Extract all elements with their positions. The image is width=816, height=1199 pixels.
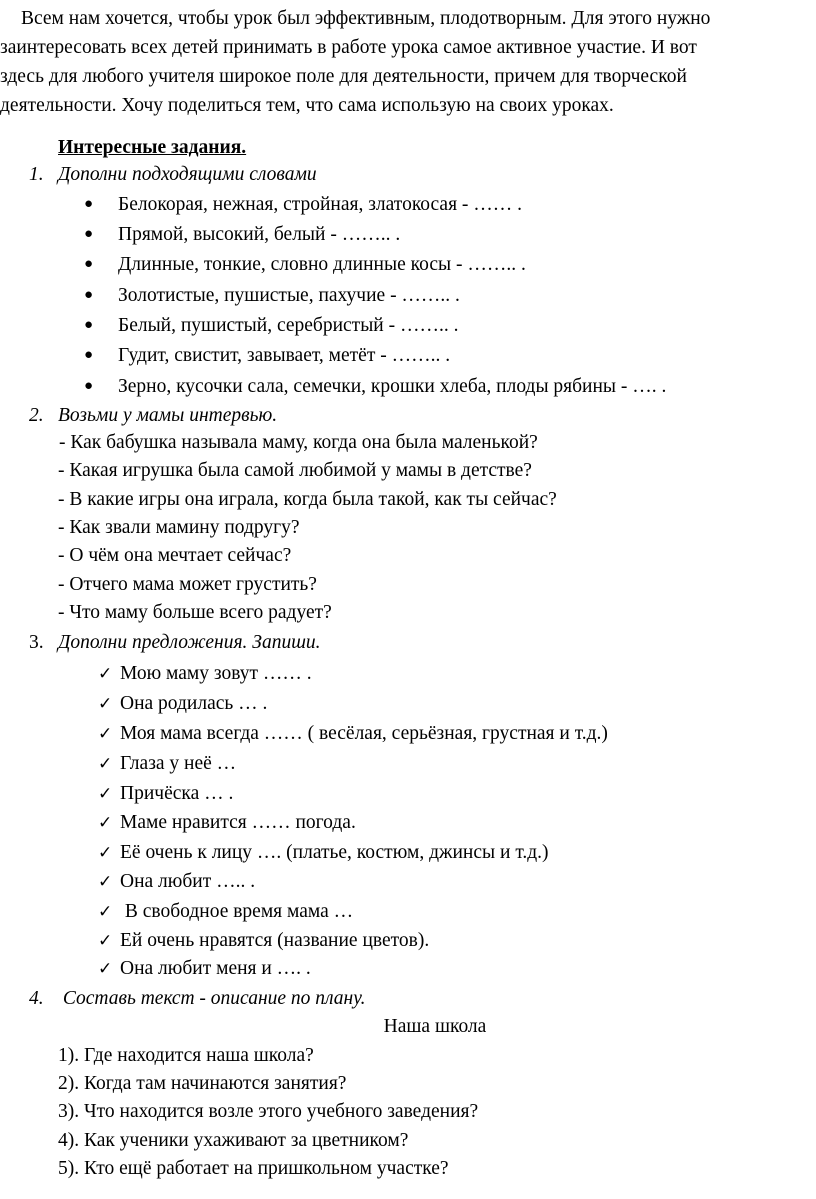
- task-4-title: [29, 985, 366, 1012]
- checkmark-icon: ✓: [98, 754, 113, 774]
- task-2-item: - Какая игрушка была самой любимой у мамы в детстве?: [58, 460, 532, 481]
- bullet-icon: ●: [84, 378, 94, 394]
- task-1-item: [84, 191, 522, 218]
- task-4-number: 4.: [29, 988, 44, 1009]
- task-3-item: [98, 780, 233, 807]
- task-1-item: [84, 342, 450, 369]
- bullet-icon: ●: [84, 347, 94, 363]
- task-3-item-text: Причёска … .: [120, 783, 234, 804]
- checkmark-icon: ✓: [98, 872, 113, 892]
- task-2-title: [29, 402, 277, 429]
- task-3-item-text: Она любит ….. .: [120, 871, 256, 892]
- task-3-item: [98, 927, 429, 954]
- task-4-item: 1). Где находится наша школа?: [58, 1045, 314, 1066]
- task-1-item-text: Длинные, тонкие, словно длинные косы - …….. .: [118, 254, 526, 275]
- task-3-title: [29, 629, 321, 656]
- task-2-item: - В какие игры она играла, когда была такой, как ты сейчас?: [58, 489, 557, 510]
- task-3-title-text: Дополни предложения. Запиши.: [58, 632, 321, 653]
- task-4-item: 4). Как ученики ухаживают за цветником?: [58, 1130, 409, 1151]
- task-2-title-text: Возьми у мамы интервью.: [58, 405, 278, 426]
- task-3-number: 3.: [29, 632, 44, 653]
- task-3-item: [98, 809, 356, 836]
- task-2-item: - О чём она мечтает сейчас?: [58, 545, 292, 566]
- task-3-item: [98, 720, 608, 747]
- task-1-title-text: Дополни подходящими словами: [58, 164, 317, 185]
- task-4-item: 2). Когда там начинаются занятия?: [58, 1073, 347, 1094]
- task-1-number: 1.: [29, 164, 44, 185]
- task-3-item-text: Она любит меня и …. .: [120, 958, 311, 979]
- task-1-item: [84, 221, 400, 248]
- task-1-item-text: Белый, пушистый, серебристый - …….. .: [118, 315, 459, 336]
- task-3-item-text: Моя мама всегда …… ( весёлая, серьёзная, грустная и т.д.): [120, 723, 608, 744]
- task-2-item: - Как звали мамину подругу?: [58, 517, 300, 538]
- task-3-item-text: Глаза у неё …: [120, 753, 237, 774]
- bullet-icon: ●: [84, 317, 94, 333]
- task-3-item-text: Она родилась … .: [120, 693, 268, 714]
- task-3-item-text: Её очень к лицу …. (платье, костюм, джинсы и т.д.): [120, 842, 549, 863]
- checkmark-icon: ✓: [98, 959, 113, 979]
- bullet-icon: ●: [84, 256, 94, 272]
- task-2-item: - Что маму больше всего радует?: [58, 602, 332, 623]
- task-3-item-text: В свободное время мама …: [120, 901, 354, 922]
- intro-line: здесь для любого учителя широкое поле для деятельности, причем для творческой: [0, 66, 687, 87]
- task-3-item: [98, 955, 311, 982]
- task-1-title: [29, 161, 317, 188]
- task-1-item-text: Золотистые, пушистые, пахучие - …….. .: [118, 285, 460, 306]
- checkmark-icon: ✓: [98, 784, 113, 804]
- bullet-icon: ●: [84, 196, 94, 212]
- task-3-item-text: Мою маму зовут …… .: [120, 663, 312, 684]
- task-1-item: [84, 251, 526, 278]
- checkmark-icon: ✓: [98, 813, 113, 833]
- checkmark-icon: ✓: [98, 902, 113, 922]
- task-1-item-text: Зерно, кусочки сала, семечки, крошки хлеба, плоды рябины - …. .: [118, 376, 667, 397]
- task-3-item: [98, 868, 255, 895]
- checkmark-icon: ✓: [98, 931, 113, 951]
- bullet-icon: ●: [84, 226, 94, 242]
- intro-line: заинтересовать всех детей принимать в работе урока самое активное участие. И вот: [0, 37, 697, 58]
- task-4-title-text: Составь текст - описание по плану.: [58, 988, 366, 1009]
- task-2-item: - Отчего мама может грустить?: [58, 574, 317, 595]
- task-3-item-text: Ей очень нравятся (название цветов).: [120, 930, 430, 951]
- checkmark-icon: ✓: [98, 664, 113, 684]
- task-2-item: - Как бабушка называла маму, когда она была маленькой?: [59, 432, 538, 453]
- task-1-item-text: Белокорая, нежная, стройная, златокосая - …… .: [118, 194, 523, 215]
- task-4-item: 3). Что находится возле этого учебного заведения?: [58, 1101, 479, 1122]
- task-3-item-text: Маме нравится …… погода.: [120, 812, 356, 833]
- task-1-item: [84, 373, 666, 400]
- task-4-subtitle: Наша школа: [383, 1016, 487, 1037]
- task-1-item-text: Гудит, свистит, завывает, метёт - …….. .: [118, 345, 451, 366]
- task-3-item: [98, 690, 267, 717]
- checkmark-icon: ✓: [98, 843, 113, 863]
- task-3-item: [98, 750, 236, 777]
- task-1-item-text: Прямой, высокий, белый - …….. .: [118, 224, 401, 245]
- intro-line: деятельности. Хочу поделиться тем, что сама использую на своих уроках.: [0, 95, 614, 116]
- task-3-item: [98, 839, 549, 866]
- task-3-item: [98, 898, 353, 925]
- intro-paragraph: [0, 4, 812, 120]
- intro-line: Всем нам хочется, чтобы урок был эффективным, плодотворным. Для этого нужно: [21, 8, 711, 29]
- task-2-number: 2.: [29, 405, 44, 426]
- task-1-item: [84, 312, 459, 339]
- task-4-item: 5). Кто ещё работает на пришкольном участке?: [58, 1158, 449, 1179]
- checkmark-icon: ✓: [98, 694, 113, 714]
- checkmark-icon: ✓: [98, 724, 113, 744]
- bullet-icon: ●: [84, 287, 94, 303]
- task-1-item: [84, 282, 460, 309]
- task-3-item: [98, 660, 312, 687]
- section-heading: Интересные задания.: [58, 137, 247, 158]
